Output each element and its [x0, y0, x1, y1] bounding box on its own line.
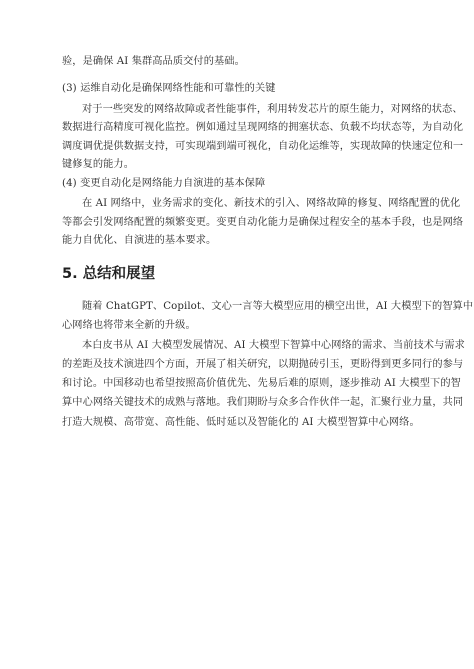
paragraph-line: 键修复的能力。	[62, 159, 135, 170]
list-item-4-title: (4) 变更自动化是网络能力自演进的基本保障	[62, 178, 266, 189]
paragraph-line: 验，是确保 AI 集群高品质交付的基础。	[62, 56, 245, 67]
paragraph-line: 和讨论。中国移动也希望按照高价值优先、先易后难的原则，逐步推动 AI 大模型下的智	[62, 378, 461, 389]
paragraph-line: 本白皮书从 AI 大模型发展情况、AI 大模型下智算中心网络的需求、当前技术与需求	[82, 340, 465, 351]
paragraph-line: 调度调优提供数据支持，可实现端到端可视化，自动化运维等，实现故障的快速定位和一	[62, 141, 464, 152]
paragraph-line: 等都会引发网络配置的频繁变更。变更自动化能力是确保过程安全的基本手段，也是网络	[62, 217, 464, 228]
paragraph-line: 对于一些突发的网络故障或者性能事件，利用转发芯片的原生能力，对网络的状态、	[82, 104, 463, 115]
paragraph-line: 心网络也将带来全新的升级。	[62, 320, 196, 331]
paragraph-line: 随着 ChatGPT、Copilot、文心一言等大模型应用的横空出世，AI 大模型下的智算中	[82, 301, 474, 312]
paragraph-line: 在 AI 网络中，业务需求的变化、新技术的引入、网络故障的修复、网络配置的优化	[82, 198, 461, 209]
section-heading: 5. 总结和展望	[62, 266, 156, 282]
paragraph-line: 的差距及技术演进四个方面，开展了相关研究，以期抛砖引玉，更盼得到更多同行的参与	[62, 359, 464, 370]
paragraph-line: 能力自优化、自演进的基本要求。	[62, 235, 217, 246]
paragraph-line: 打造大规模、高带宽、高性能、低时延以及智能化的 AI 大模型智算中心网络。	[62, 417, 420, 428]
list-item-3-title: (3) 运维自动化是确保网络性能和可靠性的关键	[62, 83, 276, 94]
paragraph-line: 算中心网络关键技术的成熟与落地。我们期盼与众多合作伙伴一起，汇聚行业力量，共同	[62, 397, 464, 408]
paragraph-line: 数据进行高精度可视化监控。例如通过呈现网络的拥塞状态、负载不均状态等，为自动化	[62, 122, 464, 133]
